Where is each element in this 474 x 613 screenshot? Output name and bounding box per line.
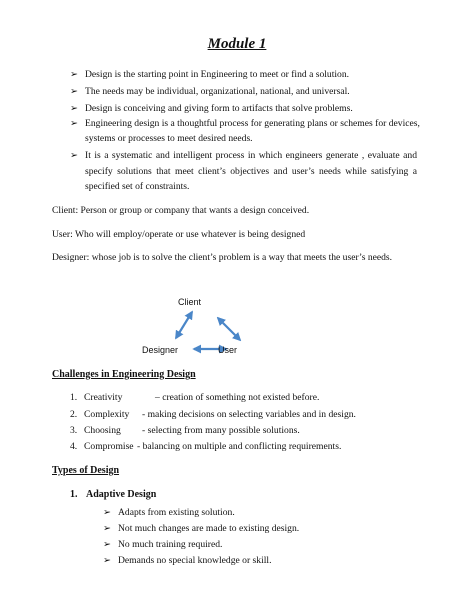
sub-bullet-item xyxy=(103,521,403,536)
adaptive-design-title: Adaptive Design xyxy=(86,489,157,500)
client-user-arrow xyxy=(218,318,240,340)
sub-bullet-item xyxy=(103,537,403,552)
client-definition: Client: Person or group or company that wants a design conceived. xyxy=(52,205,310,216)
user-definition: User: Who will employ/operate or use whatever is being designed xyxy=(52,229,306,240)
arrow-bullet-icon: ➢ xyxy=(103,539,112,550)
diagram-client-label: Client xyxy=(178,297,202,307)
bullet-text: Demands no special knowledge or skill. xyxy=(118,555,272,566)
bullet-text: Engineering design is a thoughtful process for generating plans or schemes for devices, systems or processes to meet desired needs. xyxy=(85,118,420,144)
challenge-term: Complexity xyxy=(84,409,130,420)
bullet-text: Not much changes are made to existing design. xyxy=(118,523,300,534)
list-number: 3. xyxy=(70,425,78,436)
arrow-bullet-icon: ➢ xyxy=(70,150,79,161)
bullet-text: Design is the starting point in Engineering to meet or find a solution. xyxy=(85,69,350,80)
arrow-bullet-icon: ➢ xyxy=(103,523,112,534)
bullet-text: Design is conceiving and giving form to artifacts that solve problems. xyxy=(85,103,353,114)
arrow-bullet-icon: ➢ xyxy=(103,555,112,566)
challenges-heading: Challenges in Engineering Design xyxy=(52,369,196,380)
challenge-term: Creativity xyxy=(84,392,123,403)
list-number: 1. xyxy=(70,489,78,500)
diagram-user-label: User xyxy=(218,345,238,355)
client-designer-arrow xyxy=(176,312,192,338)
bullet-text: The needs may be individual, organizational, national, and universal. xyxy=(85,86,350,97)
arrow-bullet-icon: ➢ xyxy=(70,103,79,114)
challenge-term: Choosing xyxy=(84,425,121,436)
types-heading: Types of Design xyxy=(52,465,120,476)
list-number: 4. xyxy=(70,441,78,452)
bullet-text: It is a systematic and intelligent process in which engineers generate , evaluate and specify solutions that meet client’s objectives and user’s needs while satisfying a specified set of constraints. xyxy=(85,150,417,192)
arrow-bullet-icon: ➢ xyxy=(70,86,79,97)
challenge-desc: - selecting from many possible solutions. xyxy=(142,425,300,436)
bullet-text: Adapts from existing solution. xyxy=(118,507,235,518)
list-number: 1. xyxy=(70,392,78,403)
adaptive-design-item xyxy=(70,489,156,500)
sub-bullet-item xyxy=(103,505,403,520)
list-number: 2. xyxy=(70,409,78,420)
challenge-desc: - balancing on multiple and conflicting requirements. xyxy=(137,441,342,452)
designer-definition: Designer: whose job is to solve the client’s problem is a way that meets the user’s needs. xyxy=(52,252,393,263)
sub-bullet-item xyxy=(103,553,403,568)
bullet-text: No much training required. xyxy=(118,539,223,550)
challenge-term: Compromise xyxy=(84,441,134,452)
page-title: Module 1 xyxy=(207,36,267,52)
diagram-designer-label: Designer xyxy=(142,345,179,355)
arrow-bullet-icon: ➢ xyxy=(103,507,112,518)
arrow-bullet-icon: ➢ xyxy=(70,69,79,80)
arrow-bullet-icon: ➢ xyxy=(70,118,79,129)
challenge-desc: - making decisions on selecting variables and in design. xyxy=(142,409,356,420)
challenge-desc: – creation of something not existed before. xyxy=(155,392,320,403)
